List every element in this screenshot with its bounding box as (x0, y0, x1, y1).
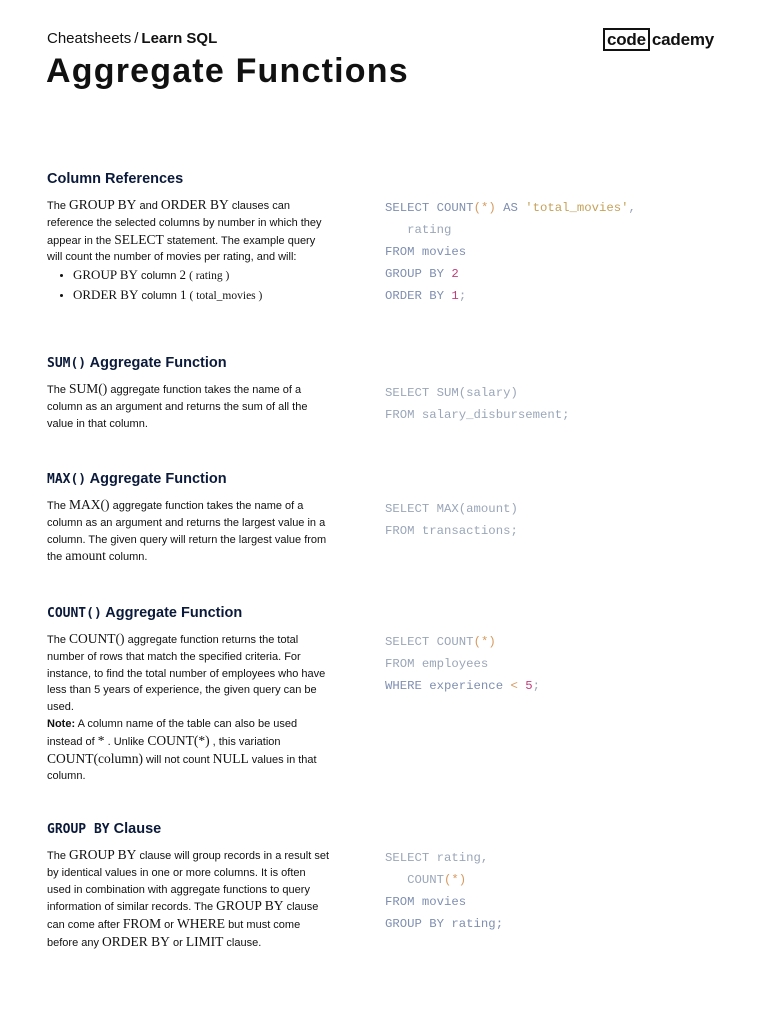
section-count-aggregate-function (47, 605, 727, 783)
bullet-list (47, 266, 332, 305)
breadcrumb-learn-sql[interactable]: Learn SQL (141, 30, 218, 47)
logo-box-text: code (603, 28, 650, 51)
section-title: GROUP BY Clause (47, 821, 162, 837)
logo-rest-text: cademy (651, 29, 714, 49)
section-sum-aggregate-function (47, 355, 727, 430)
list-item: • ORDER BY column 1 ( total_movies ) (73, 286, 332, 306)
section-description: The GROUP BY clause will group records in a result set by identical values in one or more columns. It is often used in combination with aggregate functions to query information of similar records. The GROUP BY clause can come after FROM or WHERE but must come before any ORDER BY or LIMIT clause. (47, 847, 330, 949)
code-example: SELECT rating, COUNT(*) FROM movies GROUP BY rating; (385, 851, 504, 931)
breadcrumb (47, 30, 217, 47)
section-column-references (47, 171, 727, 303)
desc-text: statement. The example query will count the number of movies per rating, and will: (47, 234, 316, 264)
note-label: Note: (47, 717, 76, 730)
section-title: Column References (47, 171, 184, 187)
desc-keyword: GROUP BY (69, 197, 137, 212)
section-max-aggregate-function (47, 471, 727, 564)
section-description: The SUM() aggregate function takes the name of a column as an argument and returns the sum of all the value in that column. (47, 381, 308, 430)
code-example: SELECT COUNT(*) FROM employees WHERE experience < 5; (385, 635, 540, 693)
desc-keyword: SELECT (114, 231, 164, 247)
code-example: SELECT SUM(salary) FROM salary_disbursement; (385, 386, 570, 422)
section-title: COUNT() Aggregate Function (47, 605, 243, 621)
desc-text: clauses can reference the selected columns by number in which they appear in the (47, 200, 322, 247)
section-description: The COUNT() aggregate function returns the total number of rows that match the specified criteria. For instance, to find the total number of employees who have less than 5 years of experience, the given query can be used. Note: A column name of the table can also be used instead of * . Unlike COUNT(*) , this variation COUNT(column) will not count NULL values in that column. (47, 631, 326, 783)
section-title: MAX() Aggregate Function (47, 471, 227, 487)
section-title: SUM() Aggregate Function (47, 355, 227, 371)
list-item: • GROUP BY column 2 ( rating ) (73, 266, 332, 286)
page-title: Aggregate Functions (46, 52, 409, 90)
codecademy-logo[interactable] (603, 28, 714, 51)
breadcrumb-cheatsheets[interactable]: Cheatsheets (47, 30, 132, 47)
code-example: SELECT MAX(amount) FROM transactions; (385, 502, 518, 538)
breadcrumb-separator: / (134, 30, 139, 47)
section-description: The MAX() aggregate function takes the name of a column as an argument and returns the largest value in a column. The given query will return the largest value from the amount column. (47, 497, 327, 564)
desc-keyword: ORDER BY (160, 197, 229, 212)
code-example: SELECT COUNT(*) AS 'total_movies', rating FROM movies GROUP BY 2 ORDER BY 1; (385, 201, 636, 303)
section-description (47, 197, 332, 305)
desc-text: and (139, 200, 158, 212)
section-group-by-clause (47, 821, 727, 949)
desc-text: The (47, 200, 66, 212)
